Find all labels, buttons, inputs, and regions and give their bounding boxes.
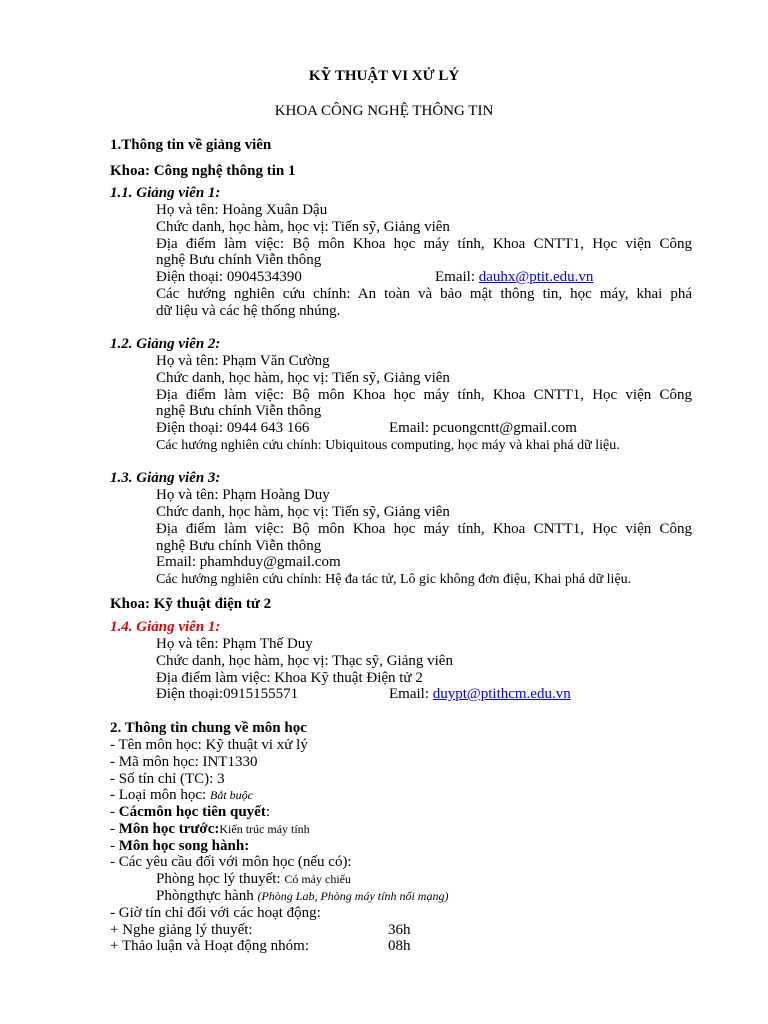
gv4-phone: Điện thoại:0915155571: [156, 686, 299, 702]
course-code: - Mã môn học: INT1330: [110, 754, 258, 770]
course-before: [110, 821, 310, 838]
room-practice: [156, 888, 448, 905]
gv4-email-link[interactable]: duypt@ptithcm.edu.vn: [432, 686, 571, 702]
gv4-name: Họ và tên: Phạm Thế Duy: [156, 636, 313, 652]
course-prereq-dash: -: [110, 804, 119, 820]
course-parallel: [110, 838, 249, 855]
gv1-heading: 1.1. Giảng viên 1:: [110, 185, 221, 201]
gv1-name: Họ và tên: Hoàng Xuân Dậu: [156, 202, 328, 218]
gv2-place-line1: Địa điểm làm việc: Bộ môn Khoa học máy tính, Khoa CNTT1, Học viện Công: [156, 387, 692, 403]
course-requirements: - Các yêu cầu đối với môn học (nếu có):: [110, 854, 352, 870]
gv3-heading: 1.3. Giảng viên 3:: [110, 470, 221, 486]
gv1-email-link[interactable]: dauhx@ptit.edu.vn: [478, 269, 594, 285]
course-name: - Tên môn học: Kỹ thuật vi xử lý: [110, 737, 308, 753]
course-prereq-colon: :: [265, 804, 270, 820]
gv2-title: Chức danh, học hàm, học vị: Tiến sỹ, Giảng viên: [156, 370, 450, 386]
course-prereq-label: Cácmôn học tiên quyết: [118, 804, 266, 820]
gv2-phone: Điện thoại: 0944 643 166: [156, 420, 310, 436]
gv1-phone: Điện thoại: 0904534390: [156, 269, 302, 285]
khoa-2-heading: Khoa: Kỹ thuật điện tử 2: [110, 596, 272, 612]
document-subtitle: KHOA CÔNG NGHỆ THÔNG TIN: [274, 103, 494, 119]
gv1-place-line2: nghệ Bưu chính Viễn thông: [156, 252, 322, 268]
section-2-heading: 2. Thông tin chung về môn học: [110, 720, 307, 736]
gv2-email: Email: pcuongcntt@gmail.com: [389, 420, 577, 436]
gv4-email-label: Email:: [389, 686, 433, 702]
khoa-1-heading: Khoa: Công nghệ thông tin 1: [110, 163, 296, 179]
course-before-value: Kiến trúc máy tính: [219, 822, 310, 836]
course-before-dash: -: [110, 821, 119, 837]
gv3-email: Email: phamhduy@gmail.com: [156, 554, 341, 570]
gv3-place-line2: nghệ Bưu chính Viễn thông: [156, 538, 322, 554]
room-practice-label: Phòngthực hành: [156, 888, 258, 904]
gv3-research: Các hướng nghiên cứu chính: Hệ đa tác tử, Lô gic không đơn điệu, Khai phá dữ liệu.: [156, 572, 632, 587]
section-1-heading: 1.Thông tin về giảng viên: [110, 137, 272, 153]
room-theory-value: Có máy chiếu: [284, 872, 351, 886]
gv1-place-line1: Địa điểm làm việc: Bộ môn Khoa học máy tính, Khoa CNTT1, Học viện Công: [156, 236, 692, 252]
gv3-place-line1: Địa điểm làm việc: Bộ môn Khoa học máy tính, Khoa CNTT1, Học viện Công: [156, 521, 692, 537]
room-theory: [156, 871, 351, 888]
room-theory-label: Phòng học lý thuyết:: [156, 871, 285, 887]
course-type: [110, 787, 253, 804]
course-before-label: Môn học trước:: [118, 821, 220, 837]
gv1-title: Chức danh, học hàm, học vị: Tiến sỹ, Giảng viên: [156, 219, 450, 235]
gv2-name: Họ và tên: Phạm Văn Cường: [156, 353, 330, 369]
gv2-place-line2: nghệ Bưu chính Viễn thông: [156, 403, 322, 419]
discussion-hours-label: + Thảo luận và Hoạt động nhóm:: [110, 938, 309, 954]
room-practice-value: (Phòng Lab, Phòng máy tính nối mạng): [257, 889, 449, 903]
gv4-email-row: [389, 686, 571, 703]
credit-hours: - Giờ tín chỉ đối với các hoạt động:: [110, 905, 321, 921]
gv1-research-line2: dữ liệu và các hệ thống nhúng.: [156, 303, 341, 319]
gv2-heading: 1.2. Giảng viên 2:: [110, 336, 221, 352]
gv3-title: Chức danh, học hàm, học vị: Tiến sỹ, Giảng viên: [156, 504, 450, 520]
gv4-heading: 1.4. Giảng viên 1:: [110, 619, 221, 635]
gv2-research: Các hướng nghiên cứu chính: Ubiquitous computing, học máy và khai phá dữ liệu.: [156, 438, 620, 453]
gv1-research-line1: Các hướng nghiên cứu chính: An toàn và bảo mật thông tin, học máy, khai phá: [156, 286, 692, 302]
gv1-email-label: Email:: [435, 269, 479, 285]
course-prereq: [110, 804, 270, 821]
course-type-label: - Loại môn học:: [110, 787, 210, 803]
gv4-place: Địa điểm làm việc: Khoa Kỹ thuật Điện tử 2: [156, 670, 423, 686]
course-parallel-label: Môn học song hành:: [118, 838, 250, 854]
course-credits: - Số tín chỉ (TC): 3: [110, 771, 225, 787]
document-title: KỸ THUẬT VI XỬ LÝ: [308, 68, 460, 84]
gv1-email-row: [435, 269, 593, 286]
gv3-name: Họ và tên: Phạm Hoàng Duy: [156, 487, 330, 503]
lecture-hours-value: 36h: [388, 922, 411, 938]
lecture-hours-label: + Nghe giảng lý thuyết:: [110, 922, 253, 938]
course-type-value: Bắt buộc: [209, 788, 253, 802]
discussion-hours-value: 08h: [388, 938, 411, 954]
course-parallel-dash: -: [110, 838, 119, 854]
gv4-title: Chức danh, học hàm, học vị: Thạc sỹ, Giảng viên: [156, 653, 453, 669]
